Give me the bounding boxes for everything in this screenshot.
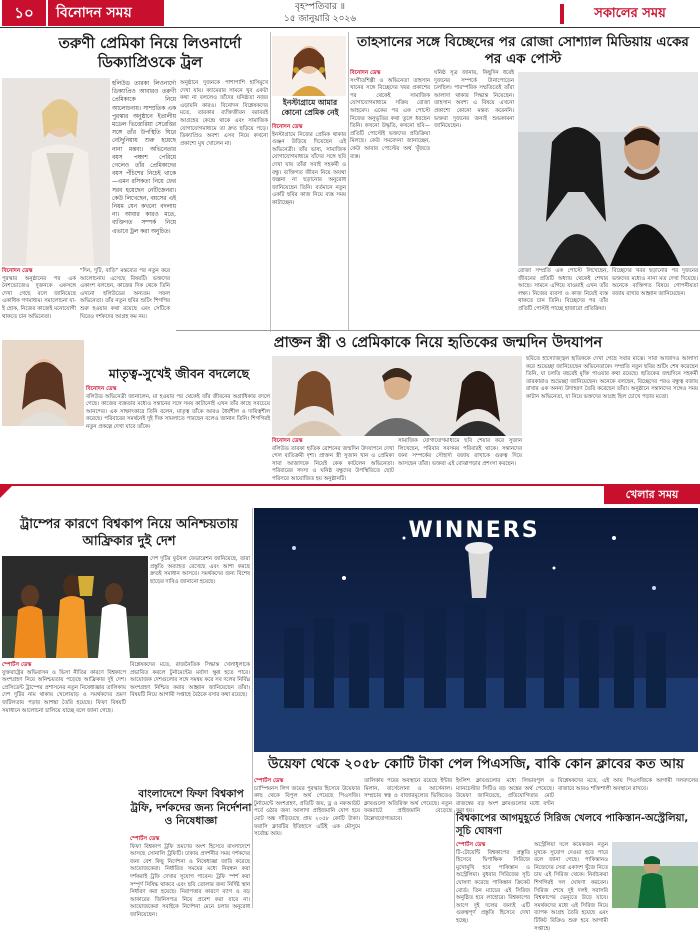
story3-col1-text: সংগীতশিল্পী ও অভিনেতা তাহসান খানের সঙ্গে বিচ্ছেদের খবর প্রকাশের পর থেকেই সামাজিক যোগাযোগমাধ্যমে সক্রিয় রোজা আহমেদ। একের পর এক পোস্টে নিজের অনুভূতির কথা তুলে ধরছেন তিনি। কখনো উদ্ধৃতি, কখনো ছবি—প্রতিটি পোস্টেই ভক্তদের প্রতিক্রিয়া মিলছে। কেউ সমবেদনা জানাচ্ছেন, কেউ আবার পোস্টের অর্থ খুঁজতে ব্যস্ত।: [350, 77, 430, 160]
sports-story2-headline: বাংলাদেশে ফিফা বিশ্বকাপ ট্রফি, দর্শকদের জন্য নির্দেশনা ও নিষেধাজ্ঞা: [130, 788, 252, 827]
sports-section-title: খেলার সময়: [604, 486, 700, 504]
sports-story4-headline: বিশ্বকাপের আগমুহূর্তে সিরিজ খেলবে পাকিস্তান-অস্ট্রেলিয়া, সূচি ঘোষণা: [456, 813, 689, 837]
story3-column-2: [434, 70, 514, 326]
sports-section-band: [0, 484, 700, 504]
story5-body: বলিউড অভিনেত্রী জানালেন, মা হওয়ার পর থেকেই তাঁর জীবনের অগ্রাধিকার বদলে গেছে। কাজের ব্যস্ততার মধ্যেও সন্তানের সঙ্গে সময় কাটানোই এখন তাঁর কাছে সবচেয়ে আনন্দের। এক সাক্ষাৎকারে তিনি বলেন, মাতৃত্ব তাঁকে আরও ধৈর্যশীল ও দায়িত্বশীল করেছে। পরিবারের সমর্থনেই দুই দিক সামলাতে পারছেন বলেও জানান তিনি। শিগগিরই নতুন প্রকল্পে দেখা যাবে তাঁকে।: [86, 393, 270, 430]
rule: [270, 32, 271, 332]
story1-col4-text: পুরস্কার অনুষ্ঠানের পর এক নৈশভোজেও দুজনকে একসঙ্গে দেখা গেছে বলে জানিয়েছে একাধিক গণমাধ্যম। সমালোচনা যা-ই হোক, নিজের কাজেই মনোযোগী থাকতে চান অভিনেতা।: [2, 275, 76, 320]
date: ১৫ জানুয়ারি ২০২৬: [283, 14, 357, 24]
sports-story1-col3-text: বিশ্লেষকদের মতে, রাজনৈতিক সিদ্ধান্ত খেলাধুলাকে প্রভাবিত করলে টুর্নামেন্টের মর্যাদা ক্ষুণ্ণ হতে পারে। আয়োজক দেশগুলোর সঙ্গে সমন্বয় করে সব দলের নির্বিঘ্ন অংশগ্রহণ নিশ্চিত করার আহ্বান জানিয়েছেন তাঁরা। বিষয়টি নিয়ে আগামী সপ্তাহে বৈঠকে বসার কথা রয়েছে।: [130, 662, 250, 699]
story3-headline: তাহসানের সঙ্গে বিচ্ছেদের পর রোজা সোশ্যাল মিডিয়ায় একের পর এক পোস্ট: [357, 34, 689, 67]
cricket-photo: [612, 842, 698, 908]
masthead-logo: সকালের সময়: [560, 4, 696, 24]
tahsan-roza-photo: [518, 72, 698, 266]
sports-story3-column-2: [364, 778, 452, 908]
sports-story1-byline: স্পোর্টস ডেস্ক: [2, 662, 32, 668]
story4-col3-text: ছবিতে হাস্যোজ্জ্বল হৃতিককে দেখা গেছে সবার মাঝে। সাবা আজাদও আলাদা করে শুভেচ্ছা জানিয়েছেন অভিনেতাকে। সম্প্রতি নতুন ছবির শুটিং শেষ করেছেন তিনি, যা চলতি বছরেই মুক্তি পাওয়ার কথা রয়েছে।: [526, 356, 698, 378]
story3-col3-text: রোজা সম্প্রতি এক পোস্টে লিখেছেন, জীবনের প্রতিটি অধ্যায় থেকেই শেখার আছে। সামনে এগিয়ে যাওয়াই এখন তাঁর লক্ষ্য। নিজের ব্যবসা ও কাজ নিয়েই ব্যস্ত থাকতে চান তিনি। বিচ্ছেদের পর তাঁর প্রতিটি পোস্টই পাচ্ছে হাজারো প্রতিক্রিয়া।: [518, 268, 608, 312]
sports-story4-column-2: [534, 842, 608, 932]
story2-text: [272, 124, 346, 268]
story1-column-3: [80, 268, 170, 336]
sports-story4-col2-text: অস্ট্রেলিয়া দলে কয়েকজন নতুন মুখকে সুযোগ দেওয়া হতে পারে বলে জানা গেছে। পাকিস্তানও নিজেদের সেরা একাদশ খুঁজে নিতে চায় এই সিরিজ থেকে। নির্বাচকরা শিগগিরই দল ঘোষণা করবেন।: [534, 842, 608, 886]
sports-story4-col1-text: টি-টোয়েন্টি বিশ্বকাপের প্রস্তুতি হিসেবে দ্বিপাক্ষিক সিরিজে মুখোমুখি হবে পাকিস্তান ও অস্ট্রেলিয়া। বুধবার সিরিজের সূচি ঘোষণা করেছে পাকিস্তান ক্রিকেট বোর্ড। তিন ম্যাচের এই সিরিজ অনুষ্ঠিত হবে লাহোরে। বিশ্বকাপের আগে দুই দলের জন্যই এটি গুরুত্বপূর্ণ প্রস্তুতি হিসেবে দেখা হচ্ছে।: [456, 849, 530, 924]
dateline: [250, 1, 390, 25]
story3-column-3: [518, 268, 608, 328]
sports-story3-col3-text: ইংলিশ ক্লাবগুলোর মধ্যে লিভারপুল ও ম্যানচেস্টার সিটিও বড় অঙ্কের অর্থ পেয়েছে। উয়েফা জানিয়েছে, প্রতিযোগিতার মোট রাজস্বের বড় অংশ ক্লাবগুলোর মধ্যে বণ্টন করা হয়।: [456, 778, 554, 815]
sports-story1-column-2: [150, 556, 250, 660]
sports-story1-column-1: [2, 662, 126, 906]
story4-col4-text: হৃতিকের জন্মদিনে সহকর্মী তারকারাও শুভেচ্ছা জানিয়েছেন। অনেকে বলছেন, বিচ্ছেদের পরও বন্ধুত্ব বজায় রাখার এক অনন্য উদাহরণ তৈরি করেছেন তাঁরা। অনুষ্ঠানে সন্তানদের সঙ্গেও সময় কাটান অভিনেতা, যা নিয়ে ভক্তদের আগ্রহ ছিল চোখে পড়ার মতো।: [526, 371, 698, 400]
story1-headline: তরুণী প্রেমিকা নিয়ে লিওনার্দো ডিক্যাপ্রিওকে ট্রল: [58, 34, 242, 71]
sports-story4-column-1: [456, 842, 530, 924]
section-title: বিনোদন সময়: [46, 0, 164, 26]
actress-photo: [272, 36, 346, 96]
story1-column-0: [2, 268, 76, 336]
story5-byline: বিনোদন ডেস্ক: [86, 386, 117, 392]
sports-story3-column-4: [558, 778, 698, 810]
sports-story3-byline: স্পোর্টস ডেস্ক: [254, 778, 284, 784]
sports-story1-headline: ট্রাম্পের কারণে বিশ্বকাপ নিয়ে অনিশ্চয়তায় আফ্রিকার দুই দেশ: [20, 517, 238, 549]
story1-byline: বিনোদন ডেস্ক: [2, 268, 33, 274]
story3-col4-text: বিচ্ছেদের খবর ছড়ানোর পর দুজনের ভক্তদের মধ্যেও নানা মত দেখা দিয়েছে। অনেকে ব্যক্তিগত বিষয়ে গোপনীয়তা বজায় রাখার আহ্বান জানিয়েছেন।: [612, 268, 698, 297]
story5-text: [86, 386, 270, 482]
page-header: [0, 0, 700, 28]
story4-column-1: [272, 438, 394, 482]
dicaprio-photo: [2, 78, 110, 266]
sports-story1-column-3: [130, 662, 250, 786]
band-flag: [0, 486, 12, 498]
story4-column-2: [398, 438, 522, 482]
page-number: ১০: [2, 0, 46, 26]
story1-col2-text: অনুষ্ঠানে দুজনকে পাশাপাশি হাসিমুখে দেখা যায়। ক্যামেরার সামনে খুব একটা কথা না বললেও তাঁদের ঘনিষ্ঠতা নজর এড়ায়নি কারও। বিনোদন বিশ্লেষকদের মতে, তারকার ব্যক্তিজীবন বরাবরই আগ্রহের কেন্দ্রে থাকে এবং সামাজিক যোগাযোগমাধ্যমে তা দ্রুত ছড়িয়ে পড়ে। ডিক্যাপ্রিও অবশ্য এসব নিয়ে কখনো প্রকাশ্যে মুখ খোলেন না।: [180, 80, 268, 147]
story4-column-3: [526, 356, 698, 482]
story2-caption: ইনস্টাগ্রামে আমার কোনো প্রেমিক নেই: [281, 98, 339, 117]
sports-story2-body: ফিফা বিশ্বকাপ ট্রফি ভ্রমণের অংশ হিসেবে বাংলাদেশে আসছে সোনালি ট্রফিটি। ঢাকায় প্রদর্শনীর সময় দর্শকদের জন্য বেশ কিছু নির্দেশনা ও নিষেধাজ্ঞা জারি করেছে আয়োজকেরা। নির্ধারিত সময়ের মধ্যে নিবন্ধন করা দর্শকরাই ট্রফি দেখার সুযোগ পাবেন। ট্রফি স্পর্শ করা সম্পূর্ণ নিষিদ্ধ থাকবে এবং ছবি তোলার জন্য নির্দিষ্ট স্থান নির্ধারণ করা হয়েছে। নিরাপত্তার কারণে ব্যাগ ও বড় আকারের জিনিসপত্র নিয়ে প্রবেশ করা যাবে না। আয়োজকেরা সবাইকে নির্দেশনা মেনে চলার অনুরোধ জানিয়েছেন।: [130, 843, 250, 918]
story3-byline: বিনোদন ডেস্ক: [350, 70, 381, 76]
sports-story3-column-3: [456, 778, 554, 815]
story1-col3-text: "দিন, দুটি, বাড়ি" মন্তব্যের পর নতুন করে আলোচনায় এসেছে বিষয়টি। ভক্তদের একাংশ বলছেন, কাজের দিক থেকে তিনি এখনো হলিউডের অন্যতম সফল অভিনেতা। তাঁর নতুন ছবির শুটিং শিগগির শুরু হওয়ার কথা রয়েছে এবং সেটিকে ঘিরেও দর্শকদের আগ্রহ কম নয়।: [80, 268, 170, 320]
psg-celebration-photo: [254, 508, 698, 752]
rule: [348, 32, 349, 330]
story4-col2-text: সামাজিক যোগাযোগমাধ্যমে ছবি শেয়ার করে সুজান লিখেছেন, পরিবার সবসময় পরিবারই থাকে। সন্তানদের জন্য সম্পর্কের সৌহার্দ্য বজায় রাখাকে গুরুত্ব দিয়ে আসছেন তাঁরা। ভক্তরা এই বোঝাপড়ার প্রশংসা করছেন।: [398, 438, 522, 467]
sports-story3-col4-text: বিশ্লেষকদের মতে, এই আয় পিএসজিকে আগামী দলবদলের বাজারে আরও শক্তিশালী অবস্থানে রাখবে।: [558, 778, 698, 792]
africa-team-photo: [2, 556, 148, 658]
sports-story4-col3-text: সিরিজ শেষে দুই দলই সরাসরি বিশ্বকাপের ভেন্যুতে উড়ে যাবে। সমর্থকদের মধ্যে এই সিরিজ নিয়ে ব্যাপক আগ্রহ তৈরি হয়েছে এবং টিকিট বিক্রিও শুরু হবে আগামী সপ্তাহে।: [534, 887, 608, 932]
winners-banner: WINNERS: [408, 518, 540, 543]
rule: [252, 508, 253, 908]
weekday: বৃহস্পতিবার ॥: [295, 2, 345, 12]
story2-body: ইনস্টাগ্রামে নিজের প্রেমিক থাকার গুঞ্জন উড়িয়ে দিয়েছেন এই অভিনেত্রী। তাঁর ভাষ্য, সামাজিক যোগাযোগমাধ্যমে যাঁদের সঙ্গে ছবি দেখা যায় তাঁরা সবাই সহকর্মী ও বন্ধু। ব্যক্তিগত জীবন নিয়ে অযথা জল্পনা না ছড়ানোর অনুরোধ জানিয়েছেন তিনি। বর্তমানে নতুন একটি ছবির কাজ নিয়ে ব্যস্ত সময় কাটাচ্ছেন।: [272, 131, 346, 206]
story2-byline: বিনোদন ডেস্ক: [272, 124, 303, 130]
sports-story3-col1-text: চ্যাম্পিয়নস লিগ জয়ের পুরস্কার হিসেবে উয়েফার কাছ থেকে বিপুল অর্থ পেয়েছে পিএসজি। টুর্নামেন্টে অংশগ্রহণ, প্রতিটি জয়, ড্র ও নকআউট পর্বে ওঠার জন্য আলাদা প্রাইজমানি যোগ হয়ে মোট অঙ্ক দাঁড়িয়েছে প্রায় ২০৫৮ কোটি টাকা। ফরাসি ক্লাবটির ইতিহাসে এটিই এক মৌসুমে সর্বোচ্চ আয়।: [254, 785, 360, 838]
sports-story2-byline: স্পোর্টস ডেস্ক: [130, 836, 160, 842]
story1-column-2: [180, 80, 268, 250]
rule: [454, 810, 455, 908]
hrithik-photo: [272, 356, 522, 436]
story1-col1-text: হলিউড তারকা লিওনার্দো ডিক্যাপ্রিও আবারও তরুণী প্রেমিকাকে নিয়ে আলোচনায়। সাম্প্রতিক এক পুরস্কার অনুষ্ঠানে ইতালীয় মডেল ভিত্তোরিয়া সেরেত্তির সঙ্গে তাঁর উপস্থিতি ঘিরে নেটদুনিয়ায় শুরু হয়েছে নানা মন্তব্য। অভিনেতার বয়স পঞ্চাশ পেরিয়ে গেলেও তাঁর প্রেমিকাদের বয়স পঁচিশের নিচেই থাকে—এমন রসিকতা নিয়ে ফের সরব হয়েছেন নেটিজেনরা। কেউ লিখেছেন, বয়সের এই নিয়ম যেন কখনো বদলায় না। আবার কারও মতে, ব্যক্তিগত সম্পর্ক নিয়ে এভাবে ট্রল করা অনুচিত।: [112, 81, 176, 235]
story3-column-1: [350, 70, 430, 326]
sports-story3-headline: উয়েফা থেকে ২০৫৮ কোটি টাকা পেল পিএসজি, বাকি কোন ক্লাবের কত আয়: [268, 756, 684, 772]
divider: [176, 330, 700, 331]
story4-headline: প্রাক্তন স্ত্রী ও প্রেমিকাকে নিয়ে হৃতিকের জন্মদিন উদযাপন: [273, 335, 603, 351]
story3-col2-text: ঘনিষ্ঠ সূত্র জানায়, কিছুদিন ধরেই দুজনের সম্পর্কে টানাপোড়েন চলছিল। পারস্পরিক সম্মতিতেই তাঁরা আলাদা থাকার সিদ্ধান্ত নিয়েছেন। তাহসান অবশ্য এ বিষয়ে এখনো প্রকাশ্যে কোনো মন্তব্য করেননি। ভক্তরা দুজনের জন্যই শুভকামনা জানিয়েছেন।: [434, 70, 514, 130]
story4-byline: বিনোদন ডেস্ক: [272, 438, 303, 444]
story5-headline: মাতৃত্ব-সুখেই জীবন বদলেছে: [108, 366, 250, 381]
actress-mother-photo: [2, 340, 84, 426]
story1-column-1: [112, 80, 176, 270]
sports-story3-column-1: [254, 778, 360, 908]
sports-story1-col2-text: দেশ দুটির ফুটবল ফেডারেশন জানিয়েছে, তারা প্রস্তুতি অব্যাহত রেখেছে এবং আশা করছে দ্রুতই সমাধান আসবে। সমর্থকদের জন্য বিশেষ ছাড়ের দাবিও জানানো হয়েছে।: [150, 556, 250, 585]
story4-col1-text: বলিউড তারকা হৃতিক রোশনের জন্মদিন উদযাপনে দেখা গেল ব্যতিক্রমী দৃশ্য। প্রাক্তন স্ত্রী সুজান খান ও প্রেমিকা সাবা আজাদকে নিয়েই কেক কাটলেন অভিনেতা। পরিবারের সদস্য ও ঘনিষ্ঠ বন্ধুদের উপস্থিতিতে ছোট পরিসরে আয়োজিত হয় অনুষ্ঠানটি।: [272, 445, 394, 482]
sports-story4-byline: স্পোর্টস ডেস্ক: [456, 842, 486, 848]
sports-story3-col2-text: তালিকায় পরের অবস্থানে রয়েছে ইন্টার মিলান, বার্সেলোনা ও আর্সেনাল। সম্প্রচার স্বত্ব ও বাজারমূল্যের ভিত্তিতেও ক্লাবগুলো অতিরিক্ত অর্থ পেয়েছে। নতুন ফরম্যাটে প্রাইজমানি বেড়েছে উল্লেখযোগ্যভাবে।: [364, 778, 452, 822]
sports-story2-text: [130, 836, 250, 918]
story3-column-4: [612, 268, 698, 328]
sports-story1-col1-text: যুক্তরাষ্ট্রের অভিবাসন ও ভিসা নীতির কারণে বিশ্বকাপে অংশগ্রহণ নিয়ে অনিশ্চয়তায় পড়েছে আফ্রিকার দুই দেশ। প্রেসিডেন্ট ট্রাম্পের প্রশাসনের নতুন নিষেধাজ্ঞার তালিকায় দেশ দুটির নাম থাকায় খেলোয়াড় ও সমর্থকদের ভ্রমণ জটিলতায় পড়ার আশঙ্কা তৈরি হয়েছে। ফিফা বিষয়টি সমাধানে আলোচনা চালিয়ে যাচ্ছে বলে জানা গেছে।: [2, 669, 126, 714]
